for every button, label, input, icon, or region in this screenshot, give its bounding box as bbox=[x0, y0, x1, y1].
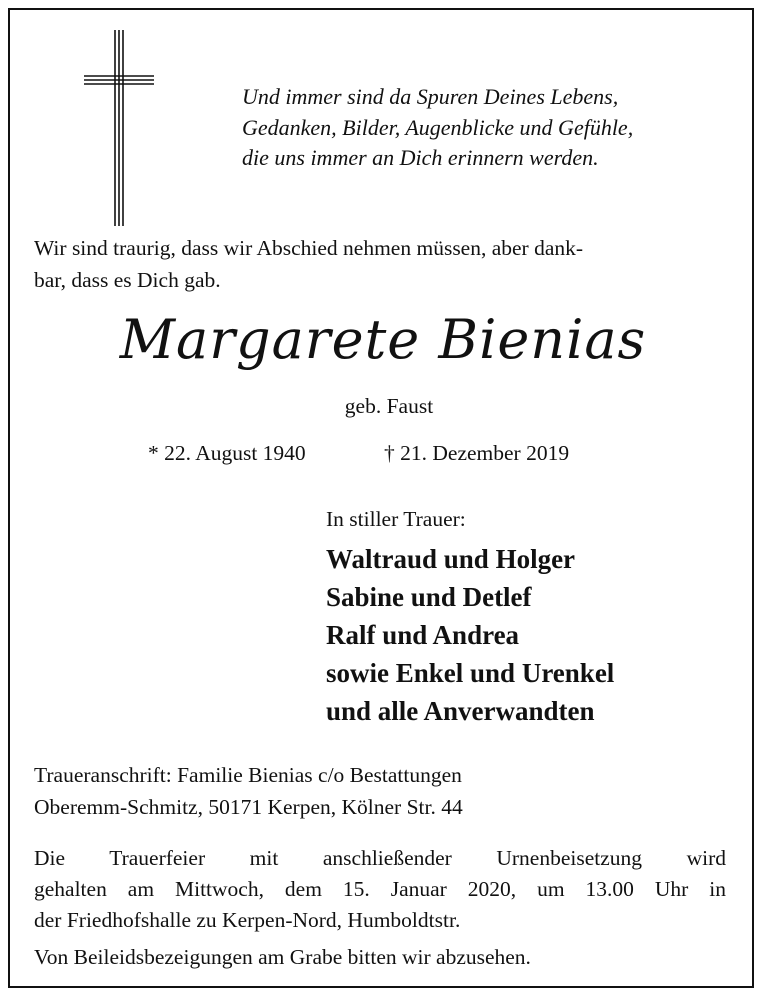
memorial-quote bbox=[242, 82, 712, 174]
mourners-list bbox=[326, 540, 614, 730]
mourning-address bbox=[34, 759, 463, 823]
mourner-name: Sabine und Detlef bbox=[326, 582, 532, 612]
mourner-name: Ralf und Andrea bbox=[326, 620, 520, 650]
intro-text bbox=[34, 233, 724, 296]
quote-line: Gedanken, Bilder, Augenblicke und Gefühle, bbox=[242, 114, 634, 140]
born-name: geb. Faust bbox=[344, 394, 434, 418]
ceremony-details bbox=[34, 843, 726, 936]
ceremony-line: der Friedhofshalle zu Kerpen-Nord, Humboldtstr. bbox=[34, 908, 461, 932]
mourner-name: Waltraud und Holger bbox=[326, 544, 576, 574]
closing-note: Von Beileidsbezeigungen am Grabe bitten wir abzusehen. bbox=[34, 945, 531, 969]
quote-line: Und immer sind da Spuren Deines Lebens, bbox=[242, 84, 619, 109]
mourner-name: und alle Anverwandten bbox=[326, 696, 595, 726]
address-line: Oberemm-Schmitz, 50171 Kerpen, Kölner Str. 44 bbox=[34, 795, 463, 819]
ceremony-line: gehalten am Mittwoch, dem 15. Januar 2020, um 13.00 Uhr in bbox=[34, 877, 726, 901]
mourners-intro: In stiller Trauer: bbox=[326, 507, 466, 531]
mourner-name: sowie Enkel und Urenkel bbox=[326, 658, 615, 688]
birth-date: * 22. August 1940 bbox=[148, 441, 306, 465]
ceremony-line: Die Trauerfeier mit anschließender Urnenbeisetzung wird bbox=[34, 846, 726, 870]
cross-icon bbox=[84, 30, 154, 226]
death-date: † 21. Dezember 2019 bbox=[384, 441, 570, 465]
intro-line: Wir sind traurig, dass wir Abschied nehmen müssen, aber dank- bbox=[34, 236, 584, 260]
address-line: Traueranschrift: Familie Bienias c/o Bestattungen bbox=[34, 763, 462, 787]
quote-line: die uns immer an Dich erinnern werden. bbox=[242, 145, 599, 170]
deceased-name: Margarete Bienias bbox=[119, 308, 647, 371]
intro-line: bar, dass es Dich gab. bbox=[34, 267, 221, 292]
